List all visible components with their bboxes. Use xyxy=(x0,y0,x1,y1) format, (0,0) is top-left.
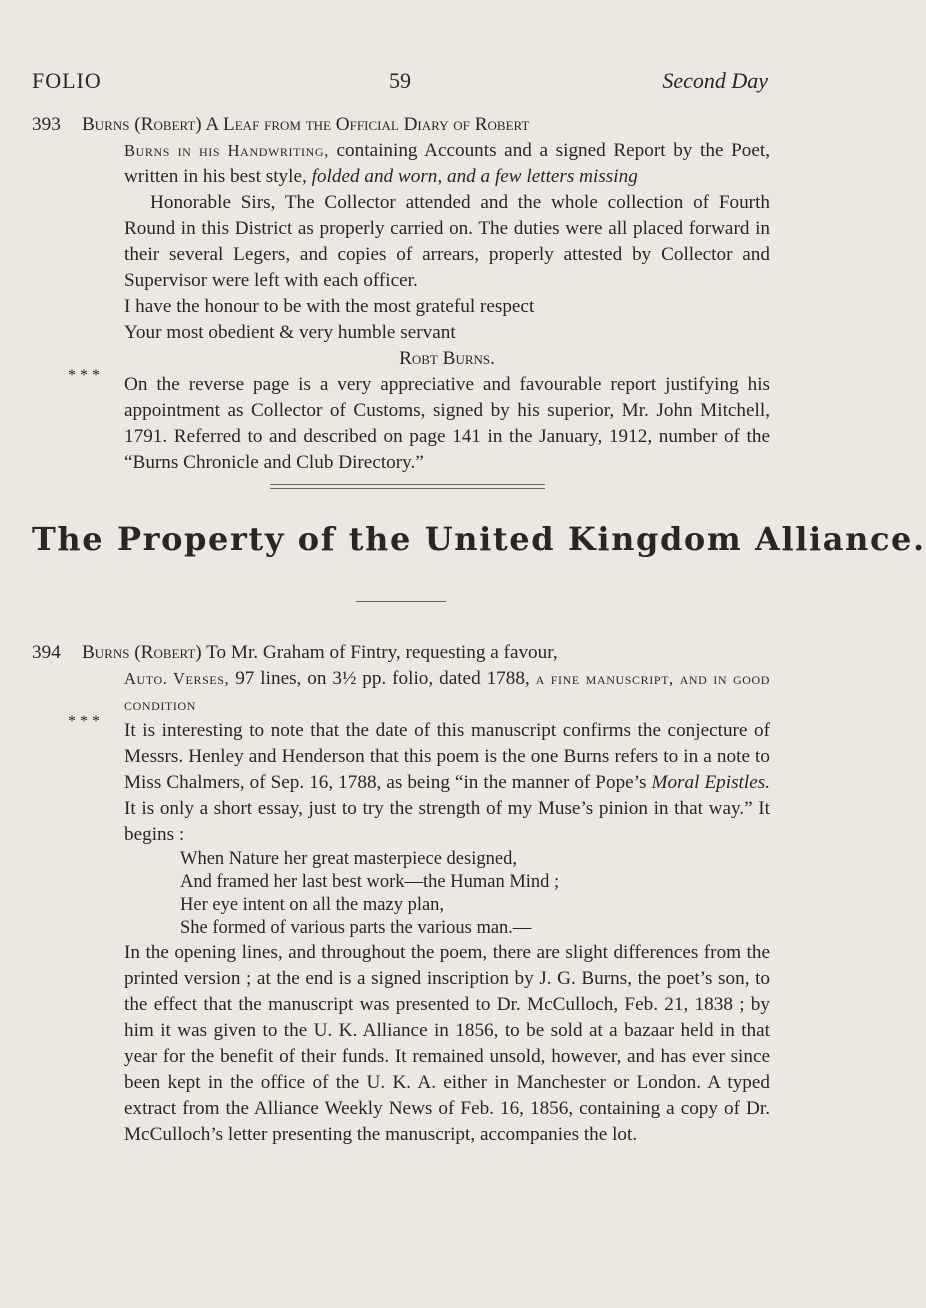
lot-title-rest: Auto. Verses, xyxy=(124,669,230,688)
lot-heading xyxy=(82,112,770,138)
running-header xyxy=(32,68,768,98)
poem-line: She formed of various parts the various man.— xyxy=(180,918,532,938)
poem-line: And framed her last best work—the Human Mind ; xyxy=(180,872,560,892)
letter-signature: Robt Burns. xyxy=(399,348,495,369)
lot-number: 393 xyxy=(32,114,61,135)
note-part-a: It is interesting to note that the date of this manuscript confirms the conjecture of Messrs. Henley and Henderson that this poem is the one Burns refers to in a note to Miss Chalmers, of Sep. 16, 1788, as being “in the manner of Pope’s xyxy=(124,720,770,793)
letter-quote: Honorable Sirs, The Collector attended and the whole collection of Fourth Round in this District as properly carried on. The duties were all placed forward in their several Legers, and copies of arrears, properly attested by Collector and Supervisor were left with each officer. xyxy=(124,192,770,291)
lot-condition: folded and worn, and a few letters missing xyxy=(311,166,638,187)
header-day: Second Day xyxy=(662,68,768,93)
asterism-icon: * * * xyxy=(68,367,100,384)
lot-description xyxy=(124,138,770,190)
lot-393 xyxy=(32,112,770,476)
lot-number: 394 xyxy=(32,642,61,663)
lot-note-continued: In the opening lines, and throughout the poem, there are slight differences from the printed version ; at the end is a signed inscription by J. G. Burns, the poet’s son, to the effect that the manuscript was presented to Dr. McCulloch, Feb. 21, 1838 ; by him it was given to the U. K. Alliance in 1856, to be sold at a bazaar held in that year for the benefit of their funds. It remained unsold, however, and has ever since been kept in the office of the U. K. A. either in Manchester or London. A typed extract from the Alliance Weekly News of Feb. 16, 1856, containing a copy of Dr. McCulloch’s letter presenting the manuscript, accompanies the lot. xyxy=(124,942,770,1145)
lot-title-rest: Burns in his Handwriting, xyxy=(124,141,329,160)
letter-closing-2: Your most obedient & very humble servant xyxy=(124,322,456,343)
lot-heading xyxy=(82,640,770,666)
letter-closing-1: I have the honour to be with the most grateful respect xyxy=(124,296,535,317)
header-folio: FOLIO xyxy=(32,68,102,93)
lot-title-lead: A Leaf from the Official Diary of Robert xyxy=(201,114,530,135)
lot-desc: containing Accounts and a signed Report by the Poet, written in his best style, xyxy=(124,140,770,187)
lot-description xyxy=(124,666,770,718)
note-part-b: It is only a short essay, just to try the strength of my Muse’s pinion in that way.” It begins : xyxy=(124,798,770,845)
lot-author: Burns (Robert) xyxy=(82,114,202,135)
poem-line: When Nature her great masterpiece designed, xyxy=(180,849,517,869)
page-number: 59 xyxy=(389,68,411,93)
short-rule-divider xyxy=(356,601,446,602)
double-rule-divider xyxy=(270,484,545,489)
lot-desc: 97 lines, on 3½ pp. folio, dated 1788, xyxy=(229,668,536,689)
lot-note xyxy=(68,367,770,476)
lot-condition: a fine manuscript, and in good condition xyxy=(124,669,771,714)
lot-author: Burns (Robert) xyxy=(82,642,202,663)
poem-line: Her eye intent on all the mazy plan, xyxy=(180,895,445,915)
poem-excerpt xyxy=(180,848,770,940)
section-title: The Property of the United Kingdom Alliance. xyxy=(32,520,926,558)
asterism-icon: * * * xyxy=(68,713,100,730)
lot-title-lead: To Mr. Graham of Fintry, requesting a favour, xyxy=(201,642,558,663)
note-italic: Moral Epistles. xyxy=(651,772,771,793)
lot-note xyxy=(68,713,771,848)
lot-394 xyxy=(32,640,770,1148)
lot-note-text: On the reverse page is a very appreciative and favourable report justifying his appointment as Collector of Customs, signed by his superior, Mr. John Mitchell, 1791. Referred to and described on page 141 in the January, 1912, number of the “Burns Chronicle and Club Directory.” xyxy=(124,374,770,473)
lot-note-text xyxy=(124,718,770,848)
